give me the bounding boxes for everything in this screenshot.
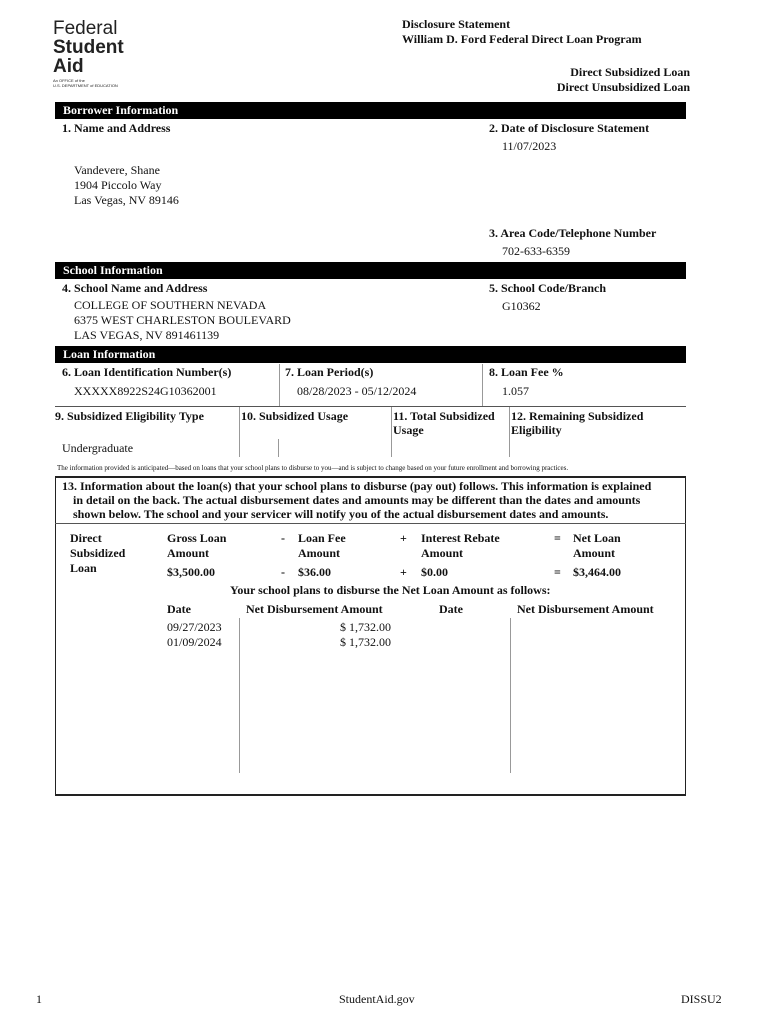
borrower-name: Vandevere, Shane (74, 163, 160, 177)
gross-amount-label (167, 531, 226, 561)
logo-aid: Aid (53, 56, 84, 77)
intro-line-3: shown below. The school and your servicer will notify you of the actual disbursement dates and amounts. (73, 507, 609, 521)
disbursement-amounts (300, 620, 391, 650)
elig-divider-2 (278, 439, 279, 457)
net-amount-label (573, 531, 621, 561)
rebate-label-2: Amount (421, 546, 464, 560)
loan-fee-label: 8. Loan Fee % (489, 365, 564, 379)
fee-label-1: Loan Fee (298, 531, 346, 545)
disbursement-amount-2: $ 1,732.00 (340, 635, 391, 649)
table-divider-2 (510, 618, 511, 773)
document-title: Disclosure Statement (402, 17, 511, 31)
elig-divider-4 (509, 407, 510, 457)
equals-sign-2: = (554, 565, 561, 579)
fee-label-2: Amount (298, 546, 341, 560)
table-divider-1 (239, 618, 240, 773)
equals-sign-1: = (554, 531, 561, 545)
loan-divider-2 (482, 364, 483, 406)
remaining-label-2: Eligibility (511, 423, 562, 437)
loan-period: 08/28/2023 - 05/12/2024 (297, 384, 417, 398)
loan-name (70, 531, 125, 576)
loan-fee: 1.057 (502, 384, 529, 398)
phone-number: 702-633-6359 (502, 244, 570, 258)
minus-sign-2: - (281, 565, 285, 579)
gross-amount: $3,500.00 (167, 565, 215, 579)
fee-amount-label (298, 531, 346, 561)
school-address (74, 298, 291, 343)
loan-id-label: 6. Loan Identification Number(s) (62, 365, 232, 379)
amount-column-header-2: Net Disbursement Amount (517, 602, 654, 616)
disclosure-date: 11/07/2023 (502, 139, 557, 153)
phone-label: 3. Area Code/Telephone Number (489, 226, 657, 240)
elig-divider-3 (391, 407, 392, 457)
loan-divider-1 (279, 364, 280, 406)
total-usage-label-2: Usage (393, 423, 424, 437)
date-column-header-2: Date (439, 602, 463, 616)
eligibility-type-label: 9. Subsidized Eligibility Type (55, 409, 204, 423)
disbursement-dates (167, 620, 222, 650)
plus-sign-1: + (400, 531, 407, 545)
intro-line-2: in detail on the back. The actual disbursement dates and amounts may be different than the dates and amounts (73, 493, 641, 507)
remaining-eligibility-label (511, 409, 643, 437)
borrower-city: Las Vegas, NV 89146 (74, 193, 179, 207)
rebate-amount: $0.00 (421, 565, 448, 579)
school-code: G10362 (502, 299, 541, 313)
plus-sign-2: + (400, 565, 407, 579)
rebate-amount-label (421, 531, 500, 561)
date-column-header: Date (167, 602, 191, 616)
gross-label-1: Gross Loan (167, 531, 227, 545)
intro-bottom-rule (55, 523, 686, 524)
school-name-label: 4. School Name and Address (62, 281, 208, 295)
gross-label-2: Amount (167, 546, 210, 560)
net-label-2: Amount (573, 546, 616, 560)
form-code: DISSU2 (681, 992, 722, 1006)
loan-type-unsubsidized: Direct Unsubsidized Loan (556, 80, 690, 94)
school-code-label: 5. School Code/Branch (489, 281, 607, 295)
school-street: 6375 WEST CHARLESTON BOULEVARD (74, 313, 291, 327)
loan-name-1: Direct (70, 531, 102, 545)
logo-tagline-2: U.S. DEPARTMENT of EDUCATION (53, 83, 118, 88)
loan-name-2: Subsidized (70, 546, 126, 560)
intro-line-1: 13. Information about the loan(s) that your school plans to disburse (pay out) follows. This information is explained (62, 479, 652, 493)
borrower-street: 1904 Piccolo Way (74, 178, 162, 192)
footer-site: StudentAid.gov (339, 992, 415, 1006)
eligibility-top-rule (55, 406, 686, 407)
logo-federal: Federal (53, 18, 118, 39)
eligibility-type: Undergraduate (62, 441, 134, 455)
remaining-label-1: 12. Remaining Subsidized (511, 409, 644, 423)
subsidized-usage-label: 10. Subsidized Usage (241, 409, 349, 423)
disbursement-date-1: 09/27/2023 (167, 620, 222, 634)
school-city: LAS VEGAS, NV 891461139 (74, 328, 220, 342)
fee-amount: $36.00 (298, 565, 331, 579)
page-number: 1 (36, 992, 42, 1006)
disbursement-amount-1: $ 1,732.00 (340, 620, 391, 634)
total-usage-label (393, 409, 495, 437)
net-amount: $3,464.00 (573, 565, 621, 579)
amount-column-header: Net Disbursement Amount (246, 602, 383, 616)
program-name: William D. Ford Federal Direct Loan Program (402, 32, 642, 46)
anticipated-notice: The information provided is anticipated—based on loans that your school plans to disburse to you—and is subject to change based on your future enrollment and borrowing practices. (57, 464, 569, 472)
rebate-label-1: Interest Rebate (421, 531, 500, 545)
disbursement-date-2: 01/09/2024 (167, 635, 222, 649)
loan-period-label: 7. Loan Period(s) (285, 365, 374, 379)
borrower-address (74, 163, 179, 208)
disclosure-date-label: 2. Date of Disclosure Statement (489, 121, 650, 135)
disbursement-plan-text: Your school plans to disburse the Net Loan Amount as follows: (230, 583, 551, 597)
disbursement-intro (62, 479, 651, 521)
loan-name-3: Loan (70, 561, 97, 575)
total-usage-label-1: 11. Total Subsidized (393, 409, 495, 423)
borrower-section-header: Borrower Information (55, 102, 686, 119)
loan-type-subsidized: Direct Subsidized Loan (570, 65, 690, 79)
minus-sign-1: - (281, 531, 285, 545)
elig-divider-1 (239, 407, 240, 457)
school-section-header: School Information (55, 262, 686, 279)
name-address-label: 1. Name and Address (62, 121, 171, 135)
federal-student-aid-logo (53, 19, 124, 88)
logo-tagline-1: An OFFICE of the (53, 78, 85, 83)
logo-student: Student (53, 37, 124, 58)
loan-id: XXXXX8922S24G10362001 (74, 384, 217, 398)
school-name: COLLEGE OF SOUTHERN NEVADA (74, 298, 267, 312)
net-label-1: Net Loan (573, 531, 621, 545)
loan-section-header: Loan Information (55, 346, 686, 363)
